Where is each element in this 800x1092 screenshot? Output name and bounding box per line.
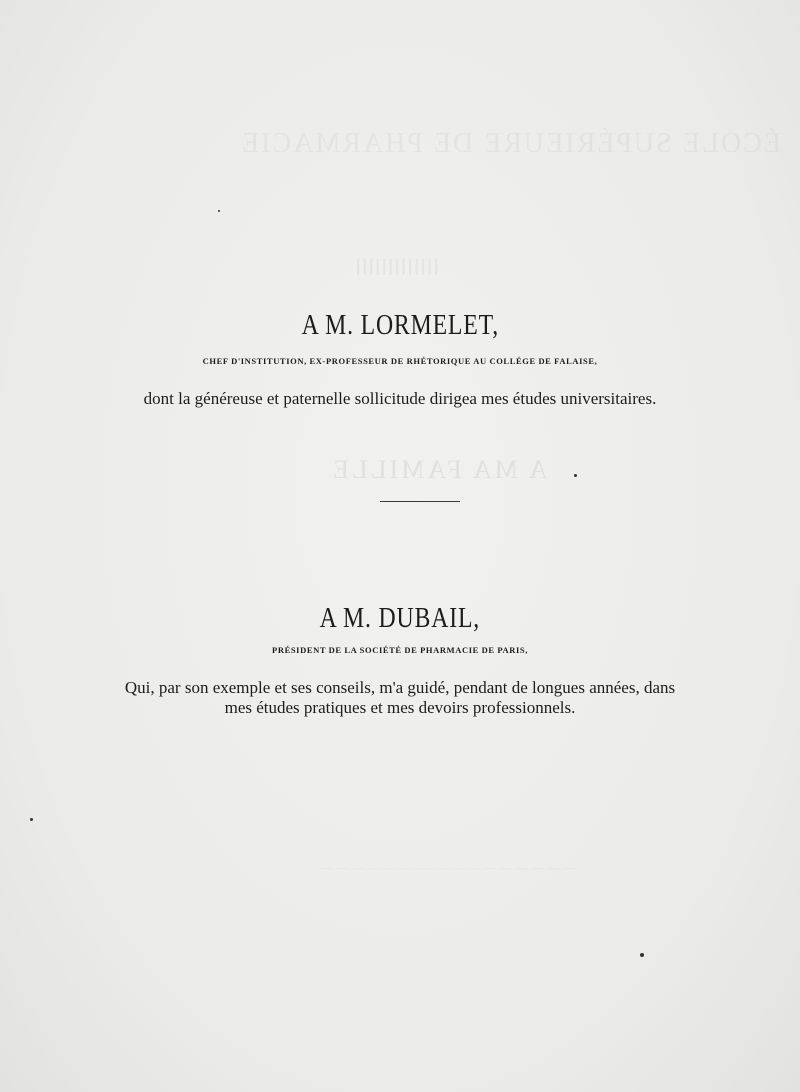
dedication-2-heading: A M. DUBAIL, bbox=[319, 602, 481, 634]
paper-speck bbox=[218, 210, 220, 212]
dedication-1-line-1: dont la généreuse et paternelle sollicitude dirigea mes études universitaires. bbox=[143, 389, 657, 408]
divider-rule bbox=[380, 501, 460, 502]
bleed-through-text: A MA FAMILLE bbox=[330, 455, 548, 484]
bleed-through-text: — — — — — — — — — — — — — — — — bbox=[320, 860, 577, 875]
bleed-through-text: ⅠⅠⅠⅠⅠⅠⅠⅠⅠⅠⅠⅠⅠ bbox=[355, 255, 440, 280]
dedication-1-heading: A M. LORMELET, bbox=[301, 309, 499, 341]
dedication-1-title: CHEF D'INSTITUTION, EX-PROFESSEUR DE RHÉTORIQUE AU COLLÉGE DE FALAISE, bbox=[202, 356, 598, 366]
paper-speck bbox=[30, 818, 33, 821]
dedication-2-heading-wrap bbox=[0, 602, 800, 635]
paper-speck bbox=[640, 953, 644, 957]
dedication-2-line-1: Qui, par son exemple et ses conseils, m'a guidé, pendant de longues années, dans bbox=[124, 678, 676, 697]
dedication-2-title: PRÉSIDENT DE LA SOCIÉTÉ DE PHARMACIE DE PARIS, bbox=[272, 645, 528, 655]
dedication-1-heading-wrap bbox=[0, 309, 800, 342]
paper-speck bbox=[574, 474, 577, 477]
dedication-2-line-2: mes études pratiques et mes devoirs professionnels. bbox=[224, 698, 576, 717]
bleed-through-text: ÉCOLE SUPÉRIEURE DE PHARMACIE bbox=[240, 128, 782, 159]
